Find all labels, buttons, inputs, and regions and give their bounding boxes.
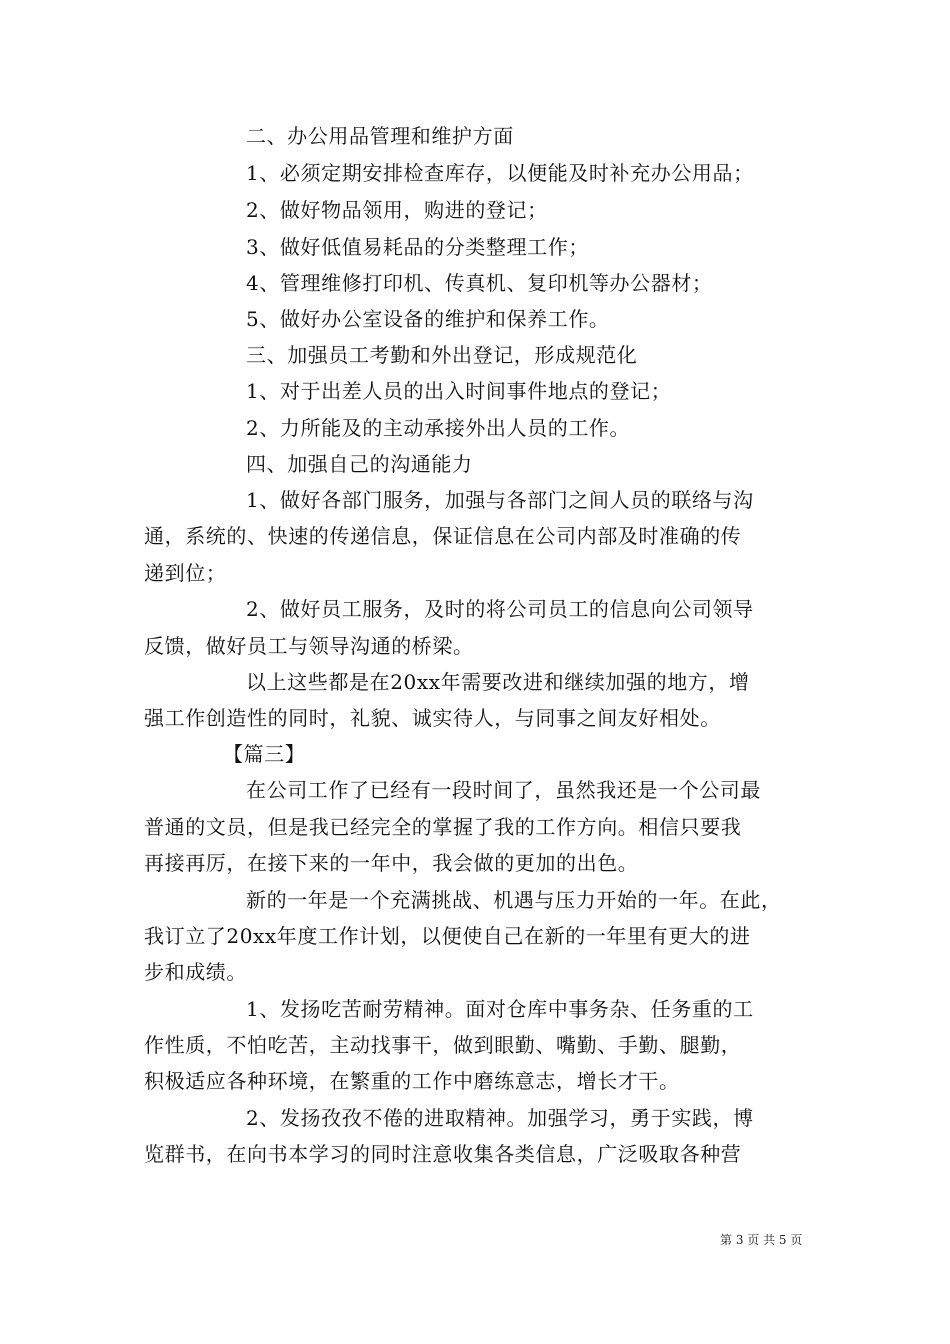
- paragraph-line: 在公司工作了已经有一段时间了，虽然我还是一个公司最: [246, 778, 761, 802]
- paragraph-line: 5、做好办公室设备的维护和保养工作。: [246, 307, 610, 331]
- paragraph-line: 1、对于出差人员的出入时间事件地点的登记；: [246, 379, 672, 403]
- paragraph-line: 积极适应各种环境，在繁重的工作中磨练意志，增长才干。: [144, 1069, 680, 1093]
- paragraph-line: 2、发扬孜孜不倦的进取精神。加强学习，勇于实践，博: [246, 1106, 754, 1130]
- section-heading-attendance: 三、加强员工考勤和外出登记，形成规范化: [246, 343, 638, 367]
- paragraph-line: 览群书，在向书本学习的同时注意收集各类信息，广泛吸取各种营: [144, 1142, 742, 1166]
- paragraph-line: 新的一年是一个充满挑战、机遇与压力开始的一年。在此，: [246, 888, 782, 912]
- paragraph-line: 强工作创造性的同时，礼貌、诚实待人，与同事之间友好相处。: [144, 706, 721, 730]
- paragraph-line: 2、做好物品领用，购进的登记；: [246, 198, 548, 222]
- paragraph-line: 递到位；: [144, 561, 227, 585]
- paragraph-line: 再接再厉，在接下来的一年中，我会做的更加的出色。: [144, 851, 639, 875]
- paragraph-line: 普通的文员，但是我已经完全的掌握了我的工作方向。相信只要我: [144, 815, 742, 839]
- paragraph-line: 以上这些都是在20xx年需要改进和继续加强的地方，增: [246, 670, 750, 694]
- paragraph-line: 1、必须定期安排检查库存，以便能及时补充办公用品；: [246, 161, 754, 185]
- paragraph-line: 作性质，不怕吃苦，主动找事干，做到眼勤、嘴勤、手勤、腿勤，: [144, 1033, 742, 1057]
- paragraph-line: 1、做好各部门服务，加强与各部门之间人员的联络与沟: [246, 488, 754, 512]
- page-number-footer: 第 3 页 共 5 页: [720, 1233, 803, 1247]
- paragraph-line: 1、发扬吃苦耐劳精神。面对仓库中事务杂、任务重的工: [246, 997, 754, 1021]
- paragraph-line: 我订立了20xx年度工作计划，以便使自己在新的一年里有更大的进: [144, 924, 751, 948]
- paragraph-line: 步和成绩。: [144, 960, 247, 984]
- paragraph-line: 2、做好员工服务，及时的将公司员工的信息向公司领导: [246, 597, 754, 621]
- paragraph-line: 通，系统的、快速的传递信息，保证信息在公司内部及时准确的传: [144, 524, 742, 548]
- paragraph-line: 2、力所能及的主动承接外出人员的工作。: [246, 416, 631, 440]
- section-title-part-three: 【篇三】: [223, 742, 306, 766]
- paragraph-line: 反馈，做好员工与领导沟通的桥梁。: [144, 634, 474, 658]
- paragraph-line: 4、管理维修打印机、传真机、复印机等办公器材；: [246, 271, 713, 295]
- paragraph-line: 3、做好低值易耗品的分类整理工作；: [246, 235, 589, 259]
- section-heading-communication: 四、加强自己的沟通能力: [246, 452, 473, 476]
- section-heading-office-supplies: 二、办公用品管理和维护方面: [246, 124, 514, 148]
